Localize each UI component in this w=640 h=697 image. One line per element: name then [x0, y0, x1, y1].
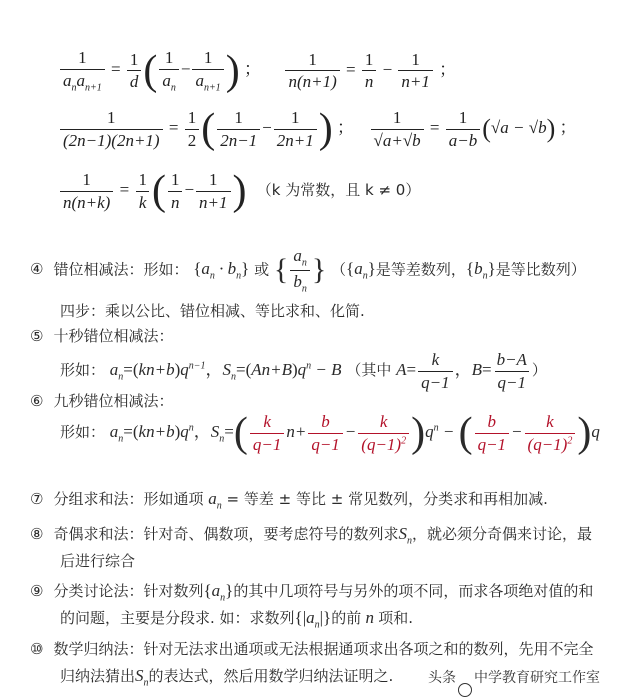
item-10-marker: ⑩ — [30, 640, 44, 658]
item-6-marker: ⑥ — [30, 392, 44, 410]
semicolon-2: ； — [439, 59, 457, 79]
item-4-title: 错位相减法：形如： — [53, 260, 189, 279]
item-5-formula: 形如： $a_n=(kn+b)q^{n-1}$，$S_n=(An+B)q^n - B$ （其中 A= $\frac{k}{q-1}$ ，B= $\frac{b-A}{q-1}$ ） — [60, 350, 547, 392]
item-7-marker: ⑦ — [30, 490, 44, 508]
item-6-formula: 形如： $a_n=(kn+b)q^n$，$S_n=$( $\frac{k}{q-1}$ n+ $\frac{b}{q-1}$ − $\frac{k}{(q-1)^2}$ )$q^n$ − ( $\frac{b}{q-1}$ − $\frac{k}{(q-1)^2}$ )q — [60, 410, 600, 457]
item-5-marker: ⑤ — [30, 327, 44, 345]
item-9-line-2: 的问题，主要是分段求. 如：求数列$\{|a_n|\}$的前 n 项和. — [60, 608, 413, 631]
watermark — [428, 667, 600, 697]
item-4-geom: 是等比数列 — [495, 260, 571, 279]
at-icon — [458, 683, 472, 697]
formula-row-1: $\frac{1}{a_na_{n+1}}$ = $\frac{1}{d}$ ( $\frac{1}{a_n}$ − $\frac{1}{a_{n+1}}$ ) ； $\frac{1}{n(n+1)}$ = $\frac{1}{n}$ − $\frac{1}{n+1}$ ； — [58, 48, 456, 93]
formula-row-3: $\frac{1}{n(n+k)}$ = $\frac{1}{k}$ ( $\frac{1}{n}$ − $\frac{1}{n+1}$ ) （k 为常数，且 k ≠ 0） — [58, 170, 420, 212]
formula-row-2: $\frac{1}{(2n-1)(2n+1)}$ = $\frac{1}{2}$ ( $\frac{1}{2n-1}$ − $\frac{1}{2n+1}$ ) ； $\frac{1}{√a+√b}$ = $\frac{1}{a-b}$ (√a − √b) ； — [58, 108, 577, 150]
item-5-title: ⑤ 十秒错位相减法： — [30, 327, 174, 345]
item-4-note-close: ） — [570, 260, 586, 279]
item-8-line-2: 后进行综合 — [60, 552, 136, 570]
semicolon: ； — [243, 59, 261, 79]
watermark-text: 中学教育研究工作室 — [474, 670, 600, 686]
row3-note: （k 为常数，且 k ≠ 0） — [256, 180, 421, 199]
formula-row-1b: $\frac{1}{n(n+1)}$ = $\frac{1}{n}$ − $\frac{1}{n+1}$ ； — [283, 60, 456, 79]
item-9-line-1: ⑨ 分类讨论法：针对数列$\{a_n\}$的其中几项符号与另外的项不同，而求各项绝对值的和 — [30, 581, 594, 604]
item-9-marker: ⑨ — [30, 582, 44, 600]
item-10-line-2: 归纳法猜出$S_n$的表达式，然后用数学归纳法证明之. — [60, 666, 394, 689]
item-4-note-open: （ — [331, 260, 347, 279]
item-4-arith: 是等差数列， — [375, 260, 466, 279]
item-4-steps: 四步：乘以公比、错位相减、等比求和、化简. — [60, 302, 365, 320]
watermark-prefix: 头条 — [428, 670, 456, 686]
item-4-connector: 或 — [254, 260, 270, 279]
item-7: ⑦ 分组求和法：形如通项 $a_n$ = 等差 ± 等比 ± 常见数列，分类求和再相加减. — [30, 489, 548, 512]
formula-row-2b: $\frac{1}{√a+√b}$ = $\frac{1}{a-b}$ (√a − √b) ； — [369, 118, 577, 137]
item-8-line-1: ⑧ 奇偶求和法：针对奇、偶数项，要考虑符号的数列求$S_n$，就必须分奇偶来讨论，最 — [30, 524, 592, 547]
item-10-line-1: ⑩ 数学归纳法：针对无法求出通项或无法根据通项求出各项之和的数列，先用不完全 — [30, 640, 594, 658]
item-8-marker: ⑧ — [30, 525, 44, 543]
item-4-marker: ④ — [30, 260, 44, 279]
item-6-title: ⑥ 九秒错位相减法： — [30, 392, 174, 410]
item-4: ④ 错位相减法：形如： $\{a_n \cdot b_n\}$ 或 { $\frac{a_n}{b_n}$ } （$\{a_n\}$是等差数列，$\{b_n\}$是等比数列） — [30, 246, 586, 295]
